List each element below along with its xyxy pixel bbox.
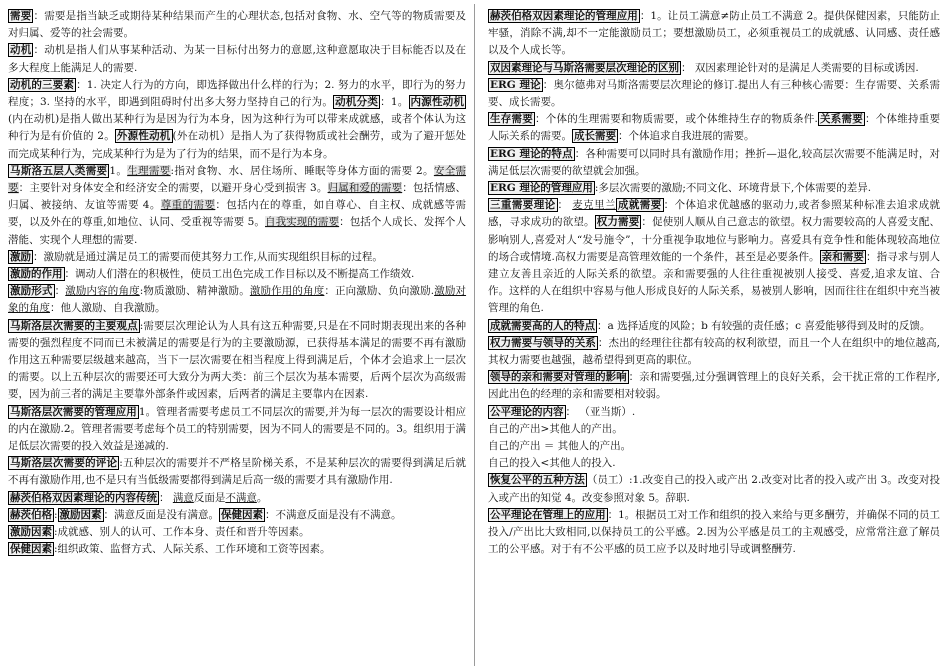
body-text: ：调动人们潜在的积极性，使员工出色完成工作目标以及不断提高工作绩效. [64,268,415,281]
term-heading: 关系需要 [819,113,864,126]
right-paragraph [488,60,940,77]
term-heading: 三重需要理论 [490,199,556,212]
right-paragraph [488,197,940,317]
body-text: :多层次需要的激励;不同文化、环境背景下,个体需要的差异. [594,182,872,195]
right-paragraph [488,8,940,60]
body-text: ：1。根据员工对工作和组织的投入来给与更多酬劳，并确保不同的员工投入/产出比大致相同,以保持员工的公平感。2.因为公平感是员工的主观感受，应常常注意了解员工的公平感。对于有不公平感的员工应予以及时地引导或调整酬劳. [488,508,941,556]
term-heading: 权力需要 [596,216,640,229]
left-paragraph [8,404,466,456]
term-heading: 激励 [10,250,31,263]
left-paragraph [8,455,466,489]
left-paragraph [8,266,466,283]
term-heading: 马斯洛五层人类需要 [10,164,108,177]
body-text: (内在动机)是指人做出某种行为是因为行为本身，因为这种行为可以带来成就感，或者个体认为这种行为是有价值的 2。 [8,113,466,143]
term-heading: 领导的亲和需要对管理的影响 [490,371,627,384]
body-text: ：个体追求自我进展的需要。 [618,130,755,143]
body-text: ：满意反面是没有满意。 [103,508,220,521]
term-heading: 外源性动机 [116,130,171,143]
term-heading: 双因素理论与马斯洛需要层次理论的区别 [490,61,679,74]
underlined-term: 麦克里兰 [572,199,616,212]
right-paragraph [488,111,940,145]
term-heading: 保健因素 [10,543,52,556]
body-text: ：1. 决定人行为的方向，即选择做出什么样的行为；2. 努力的水平，即行为的努力程度；3. 坚持的水平，即遇到阻碍时付出多大努力坚持自己的行为。 [8,78,466,109]
body-text: (外在动机）是指人为了获得物质或社会酬劳，或为了避开惩处而完成某种行为，完成某种行为是为了行为的结果，而不是行为本身。 [8,130,466,160]
left-paragraph [8,283,466,317]
body-text: ： [54,285,66,298]
term-heading: 动机分类 [335,96,379,109]
body-text: ：1。让员工满意≠防止员工不满意 2。提供保健因素，只能防止牢骚，消除不满,却不一定能激励员工；要想激励员工，必须重视员工的成就感、认同感、责任感以及个人成长等。 [488,10,941,57]
body-text: ：包括内在的尊重，如自尊心、自主权、成就感等需要，以及外在的尊重,如地位、认同、受重视等需要 5。 [8,199,467,229]
left-paragraph [8,163,466,249]
term-heading: 保健因素 [221,508,264,521]
left-paragraph [8,42,466,76]
body-text: ：正向激励、负向激励. [324,285,435,298]
underlined-term: 激励作用的角度 [249,285,325,298]
term-heading: 公平理论的内容 [490,405,564,418]
underlined-term: 满意 [172,491,194,504]
term-heading: 马斯洛层次需要的主要观点 [10,319,138,332]
right-paragraph [488,421,940,438]
highlighted-term: 尊重的需要 [160,199,216,212]
term-heading: 内源性动机 [410,96,465,109]
body-text: 自己的产出 ＝ 其他人的产出。 [488,440,632,453]
body-text: :五种层次的需要并不严格呈阶梯关系，不是某种层次的需要得到满足后就不再有激励作用,也不是只有当低级需要都得到满足后高一级的需要才具有激励作用. [8,457,467,487]
underlined-term: 激励对象的角度 [8,285,467,315]
left-paragraph [8,541,466,558]
body-text: ：激励就是通过满足员工的需要而使其努力工作,从而实现组织目标的过程。 [33,250,383,263]
term-heading: 恢复公平的五种方法 [490,474,585,487]
term-heading: 马斯洛层次需要的管理应用 [10,405,137,418]
right-paragraph [488,180,940,197]
term-heading: 成就需要 [617,199,662,212]
column-divider [474,4,475,666]
term-heading: 激励形式 [10,285,53,298]
term-heading: 动机 [10,44,32,57]
left-paragraph [8,490,466,507]
body-text: ：包括情感、归属、被接纳、友谊等需要 4。 [8,182,467,212]
highlighted-term: 自我实现的需要 [265,216,340,229]
body-text: 1。 [109,164,128,177]
right-paragraph [488,455,940,472]
body-text: ：个体的生理需要和物质需要，或个体维持生存的物质条件. [535,113,818,126]
highlighted-term: 归属和爱的需要 [327,182,403,195]
right-paragraph [488,404,940,421]
body-text: ：他人激励、自我激励。 [50,302,166,315]
body-text: ： [159,491,173,504]
term-heading: 需要 [10,10,32,22]
right-paragraph [488,369,940,403]
body-text: ： 双因素理论针对的是满足人类需要的目标或诱因. [681,61,919,74]
right-paragraph [488,507,940,559]
body-text: ：主要针对身体安全和经济安全的需要，以避开身心受到损害 3。 [18,182,328,195]
body-text: ：需要是指当缺乏或期待某种结果而产生的心理状态,包括对食物、水、空气等的物质需要及对归属、爱等的社会需要。 [8,10,467,40]
body-text: : [54,508,58,521]
term-heading: ERG 理论的管理应用 [490,182,593,195]
right-paragraph [488,438,940,455]
body-text: ：包括个人成长、发挥个人潜能、实现个人理想的需要. [8,216,467,246]
body-text: 自己的投入<其他人的投入. [488,457,616,470]
term-heading: 赫茨伯格 [10,508,52,521]
left-paragraph [8,8,466,42]
term-heading: 亲和需要 [821,250,864,263]
right-paragraph [488,318,940,335]
body-text: :成就感、别人的认可、工作本身、责任和晋升等因素。 [54,526,310,539]
body-text: :组织政策、监督方式、人际关系、工作环境和工资等因素。 [54,543,331,556]
right-paragraph [488,335,940,369]
term-heading: 公平理论在管理上的应用 [490,508,606,521]
body-text: ：奥尔德弗对马斯洛需要层次理论的修订.提出人有三种核心需要：生存需要、关系需要、成长需要。 [488,78,940,109]
body-text: ： （亚当斯）. [565,405,636,418]
body-text: :物质激励、精神激励。 [139,285,250,298]
left-paragraph [8,77,466,163]
term-heading: 赫茨伯格双因素理论的内容传统 [10,491,157,504]
body-text: 1。管理者需要考虑员工不同层次的需要,并为每一层次的需要设计相应的内在激励.2。管理者需要考虑每个员工的特别需要，因为不同人的需要是不同的。3。组织用于满足低层次需要的投入效益是递减的. [8,405,466,453]
body-text: ： [557,199,573,212]
term-heading: 权力需要与领导的关系 [490,336,596,349]
body-text: ：动机是指人们从事某种活动、为某一目标付出努力的意愿,这种意愿取决于目标能否以及在多大程度上能满足人的需要. [8,44,467,74]
term-heading: 赫茨伯格双因素理论的管理应用 [490,10,638,22]
term-heading: ERG 理论 [490,78,541,91]
term-heading: 成长需要 [574,130,616,143]
body-text: :需要层次理论认为人具有这五种需要,只是在不同时期表现出来的各种需要的强烈程度不同而已未被满足的需要是行为的主要激励源，已获得基本满足的需要不再有激励作用这五种需要层级越来越高，当下一层次需要在相当程度上得到满足后，个体才会追求上一层次的需要。以上五种层次的需要还可大致分为两大类：前三个层次为基本需要，后两个层次为高级需要，因为前三者的满足主要靠外部条件或因素，后两者的满足主要靠内在因素. [8,319,467,401]
body-text: ：a 选择适度的风险；b 有较强的责任感；c 喜爱能够得到及时的反馈。 [597,319,931,332]
term-heading: 激励因素 [59,508,102,521]
body-text: ：各种需要可以同时具有激励作用；挫折—退化,较高层次需要不能满足时，对满足低层次需要的欲望就会加强。 [488,147,940,177]
right-paragraph [488,146,940,180]
right-paragraph [488,77,940,111]
highlighted-term: 安全需要 [8,164,467,195]
term-heading: 激励的作用 [10,268,63,281]
term-heading: 成就需要高的人的特点 [490,319,595,332]
underlined-term: 不满意 [225,491,257,504]
body-text: ：1。 [380,96,409,109]
body-text: ：不满意反面是没有不满意。 [265,508,402,521]
body-text: ：个体追求优越感的驱动力,或者参照某种标准去追求成就感，寻求成功的欲望。 [488,199,941,229]
body-text: :指对食物、水、居住场所、睡眠等身体方面的需要 2。 [170,164,434,177]
term-heading: ERG 理论的特点 [490,147,573,160]
left-column [8,8,466,559]
body-text: 。 [256,491,268,504]
left-paragraph [8,318,466,404]
left-paragraph [8,524,466,541]
term-heading: 动机的三要素 [10,78,75,91]
body-text: （员工）:1.改变自己的投入或产出 2.改变对比者的投入或产出 3。改变对投入或产出的知觉 4。改变参照对象 5。辞职. [488,474,940,504]
right-paragraph [488,472,940,506]
left-paragraph [8,249,466,266]
left-paragraph [8,507,466,524]
underlined-term: 激励内容的角度 [65,285,140,298]
term-heading: 马斯洛层次需要的评论 [10,457,118,470]
right-column [488,8,940,559]
body-text: ：杰出的经理往往都有较高的权利欲望，而且一个人在组织中的地位越高,其权力需要也越强，越希望得到更高的职位。 [488,336,940,367]
body-text: 自己的产出>其他人的产出。 [488,422,623,435]
term-heading: 生存需要 [490,113,533,126]
body-text: ：个体维持重要人际关系的需要。 [488,113,941,143]
body-text: ：促使别人顺从自己意志的欲望。权力需要较高的人喜爱支配、影响别人,喜爱对人“发号施令”，十分重视争取地位与影响力。喜爱具有竞争性和能体现较高地位的场合或情境.高权力需要是高管理效能的一个条件，甚至是必要条件。 [488,216,941,263]
body-text: ：指寻求与别人建立友善且亲近的人际关系的欲望。亲和需要强的人往往重视被别人接受、喜爱,追求友谊、合作。这样的人在组织中容易与他人形成良好的人际关系，易被别人影响，因而往往在组织中充当被管理的角色. [488,250,941,315]
body-text: 反面是 [193,491,226,504]
highlighted-term: 生理需要 [127,164,171,177]
term-heading: 激励因素 [10,526,52,539]
body-text: ：亲和需要强,过分强调管理上的良好关系，会干扰正常的工作程序,因此出色的经理的亲和需要相对较弱。 [488,371,941,401]
